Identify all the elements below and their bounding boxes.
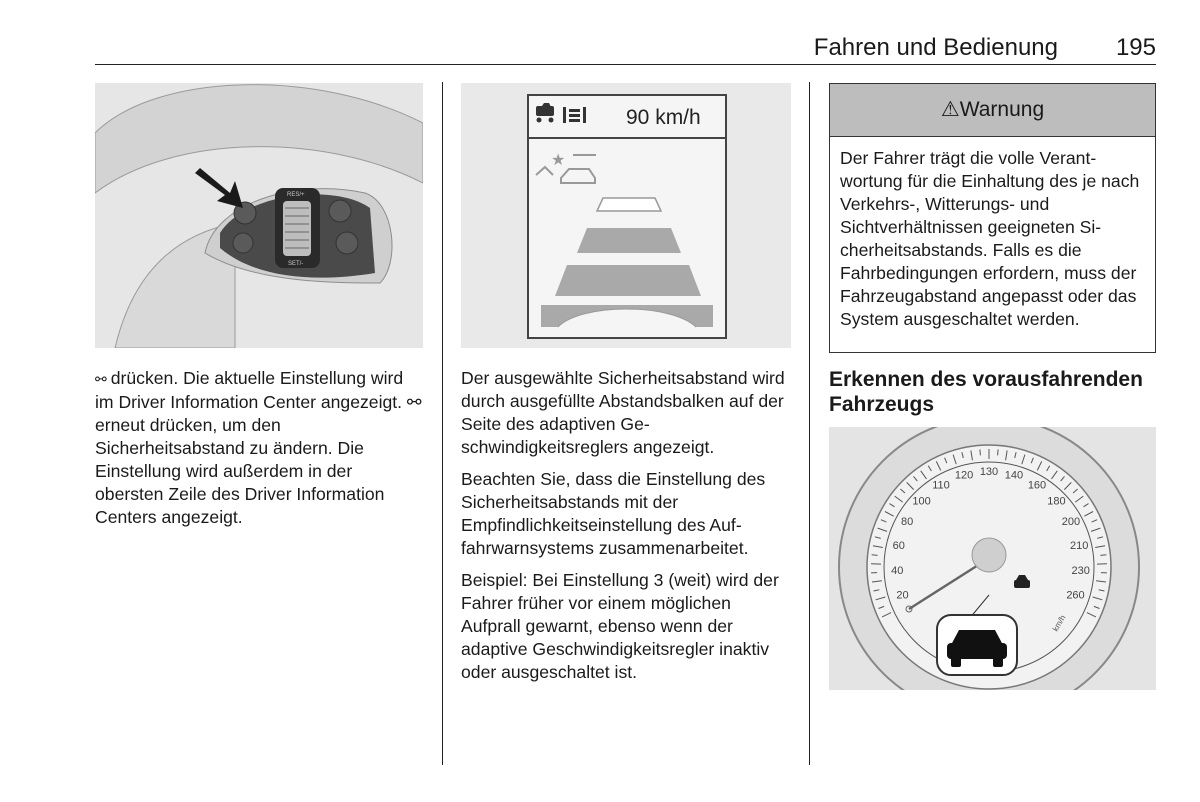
speed-tick-label: 20 (896, 589, 909, 602)
speedometer-figure (829, 427, 1156, 690)
middle-paragraph-1: Der ausgewählte Sicherheitsabstand wird durch ausgefüllte Abstandsbalken auf der Seite des adaptiven Geschwindigkeitsreglers angezeigt. (461, 368, 785, 457)
middle-paragraph-3: Beispiel: Bei Einstellung 3 (weit) wird der Fahrer früher vor einem möglichen Aufprall gewarnt, ebenso wenn der adaptive Geschwindigkeitsregler inaktiv oder ausgeschaltet ist. (461, 570, 779, 682)
warning-triangle-icon: ⚠ (940, 98, 960, 121)
follow-distance-icon: ⚯ (95, 371, 107, 387)
warning-title: Warnung (959, 98, 1045, 121)
alert-star-icon: ★ (551, 152, 566, 169)
speed-tick-mark (980, 449, 981, 455)
left-paragraph (95, 367, 425, 538)
speed-tick-mark (872, 555, 878, 556)
speed-tick-label: 210 (1070, 539, 1089, 552)
speed-tick-label: 160 (1027, 479, 1047, 492)
column-divider-2 (809, 82, 810, 765)
speed-tick-mark (1100, 555, 1106, 556)
speed-tick-label: 60 (892, 539, 905, 552)
speed-tick-label: 40 (891, 564, 904, 577)
steering-wheel-illustration (95, 83, 423, 348)
distance-display-figure (461, 83, 791, 348)
speed-tick-label: 130 (979, 466, 999, 478)
steering-wheel-figure (95, 83, 423, 348)
page-number: 195 (1115, 34, 1156, 61)
warning-header (830, 84, 1155, 137)
speed-tick-label: 230 (1071, 564, 1090, 577)
page-header (95, 30, 1156, 65)
speed-tick-label: 80 (900, 516, 914, 528)
display-illustration (461, 83, 791, 348)
speed-tick-label: 100 (912, 495, 931, 508)
speed-tick-mark (998, 449, 999, 455)
speed-unit-label: km/h (1050, 613, 1068, 633)
speed-tick-label: 180 (1047, 495, 1066, 508)
warning-text: Der Fahrer trägt die volle Verantwortung für die Einhaltung des je nach Verkehrs-, Witterungs- und Sichtverhältnissen geeigneten Sicherheitsabstands. Falls es die Fahrbedingungen erfordern, muss der Fahrzeugabstand angepasst oder das System ausgeschaltet werden. (840, 148, 1140, 329)
section-subheading: Erkennen des vorausfahrenden Fahrzeugs (829, 368, 1143, 416)
speed-tick-label: 200 (1061, 516, 1081, 528)
middle-text (461, 367, 793, 693)
warning-box (829, 83, 1156, 353)
column-divider-1 (442, 82, 443, 765)
set-speed-readout: 90 km/h (626, 106, 701, 129)
left-text: drücken. Die aktuelle Einstellung wird im Driver Information Center angezeigt. ⚯ erneut drücken, um den Sicherheitsabstand zu ändern. Die Einstellung wird außerdem in der obersten Zeile des Driver Information Centers angezeigt. (95, 368, 422, 527)
speed-tick-label: 110 (932, 479, 950, 492)
speed-tick-label: 120 (954, 469, 974, 482)
set-button-label: SET/- (288, 261, 304, 267)
speed-tick-label: 260 (1066, 589, 1085, 602)
speedometer-illustration (829, 427, 1156, 690)
res-button-label: RES/+ (287, 192, 305, 198)
speed-tick-label: 140 (1004, 469, 1024, 482)
chapter-title: Fahren und Bedienung (813, 34, 1058, 61)
middle-paragraph-2: Beachten Sie, dass die Einstellung des Sicherheitsabstands mit der Empfindlichkeitseinstellung des Auffahrwarnsystems zusammenarbeitet. (461, 469, 766, 558)
